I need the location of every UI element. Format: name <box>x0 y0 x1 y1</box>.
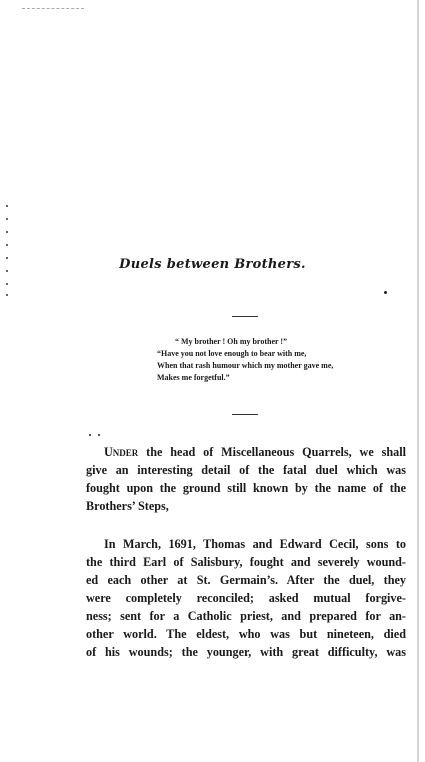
page-binding-edge <box>417 0 419 762</box>
text-line <box>86 443 406 461</box>
gutter-mark <box>6 283 8 285</box>
epigraph-rule <box>232 414 258 415</box>
chapter-heading: Duels between Brothers. <box>119 257 306 272</box>
gutter-mark <box>6 205 8 207</box>
text-line <box>86 535 406 553</box>
text-line: ness; sent for a Catholic priest, and prepared for an- <box>86 609 406 623</box>
epigraph-line: When that rash humour which my mother gave me, <box>157 361 334 370</box>
text-line: other world. The eldest, who was but nineteen, died <box>86 627 406 641</box>
text-line: of his wounds; the younger, with great difficulty, was <box>86 645 406 659</box>
gutter-mark <box>6 231 8 233</box>
text-line: the third Earl of Salisbury, fought and severely wound- <box>86 555 406 569</box>
text-line: ed each other at St. Germain’s. After the duel, they <box>86 573 406 587</box>
margin-tick <box>98 434 100 436</box>
paragraph-2 <box>86 535 406 661</box>
gutter-mark <box>6 294 8 296</box>
epigraph-line: Makes me forgetful.” <box>157 373 230 382</box>
epigraph <box>157 336 333 384</box>
margin-ticks <box>89 434 101 437</box>
text-line: were completely reconciled; asked mutual forgive- <box>86 591 406 605</box>
text-line-content: In March, 1691, Thomas and Edward Cecil, sons to <box>104 537 406 551</box>
text-line-rest: the head of Miscellaneous Quarrels, we shall <box>138 445 406 459</box>
gutter-mark <box>6 218 8 220</box>
text-line: Brothers’ Steps, <box>86 499 169 513</box>
gutter-mark <box>6 244 8 246</box>
text-line: fought upon the ground still known by the name of the <box>86 481 406 495</box>
epigraph-line: “ My brother ! Oh my brother !” <box>175 337 288 346</box>
page-speck <box>384 291 387 294</box>
top-edge-mark <box>22 8 84 9</box>
margin-tick <box>89 434 91 436</box>
heading-rule <box>232 316 258 317</box>
text-line: give an interesting detail of the fatal duel which was <box>86 463 406 477</box>
lead-word: Under <box>104 445 139 459</box>
paragraph-1 <box>86 443 406 515</box>
epigraph-line: “Have you not love enough to bear with me, <box>157 349 307 358</box>
